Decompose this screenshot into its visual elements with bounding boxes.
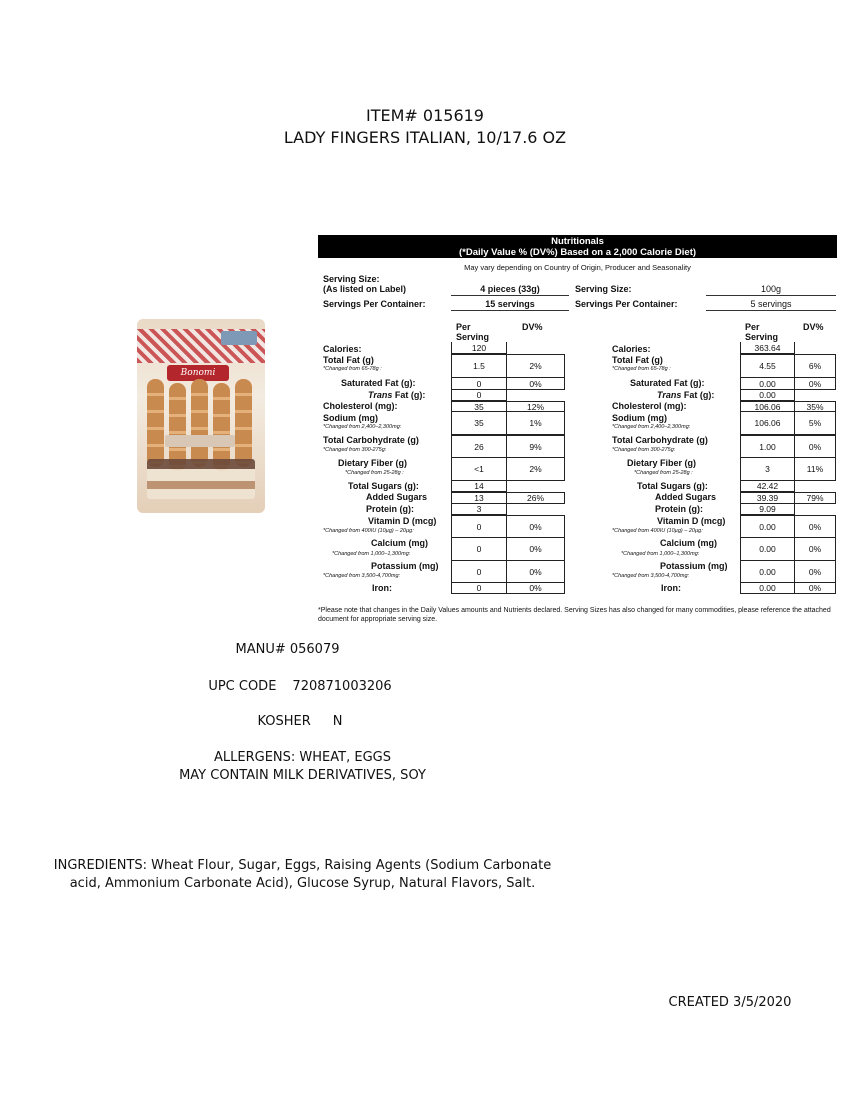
upc-label: UPC CODE <box>208 679 277 694</box>
product-name: LADY FINGERS ITALIAN, 10/17.6 OZ <box>283 128 567 147</box>
right-iron-dv: 0% <box>795 583 836 594</box>
note-fat: *Changed from 65-78g : <box>323 366 382 372</box>
right-sodium-dv: 5% <box>795 412 836 435</box>
nutrition-panel <box>318 235 837 625</box>
left-potassium: 0 <box>451 561 507 583</box>
left-vitamin-d-dv: 0% <box>507 515 565 538</box>
lady-finger-shape <box>191 379 208 467</box>
divider <box>451 310 569 311</box>
left-added-sugars-dv: 26% <box>507 492 565 504</box>
note-sodium-right: *Changed from 2,400–2,300mg: <box>612 424 691 430</box>
right-sodium: 106.06 <box>740 412 795 435</box>
right-total-fat-dv: 6% <box>795 354 836 378</box>
label-iron: Iron: <box>372 583 392 593</box>
label-sodium-right: Sodium (mg) <box>612 413 667 423</box>
right-saturated-fat-dv: 0% <box>795 378 836 390</box>
lady-finger-shape <box>147 379 164 467</box>
note-potassium-right: *Changed from 3,500-4,700mg: <box>612 573 690 579</box>
lady-finger-shape <box>235 379 252 467</box>
left-potassium-dv: 0% <box>507 561 565 583</box>
brand-logo: Bonomi <box>167 365 229 381</box>
as-listed-label: (As listed on Label) <box>323 284 407 294</box>
note-potassium: *Changed from 3,500-4,700mg: <box>323 573 401 579</box>
label-total-fat-right: Total Fat (g) <box>612 355 663 365</box>
right-added-sugars: 39.39 <box>740 492 795 504</box>
label-dietary-fiber-right: Dietary Fiber (g) <box>627 458 697 468</box>
left-calories: 120 <box>451 342 507 354</box>
label-protein-right: Protein (g): <box>655 504 703 514</box>
label-total-sugars: Total Sugars (g): <box>348 481 419 491</box>
left-col-per: Per <box>456 322 471 332</box>
label-total-carbohydrate: Total Carbohydrate (g) <box>323 435 419 445</box>
nutrition-header <box>318 235 837 258</box>
allergens-line-2: MAY CONTAIN MILK DERIVATIVES, SOY <box>179 768 426 783</box>
label-saturated-fat-right: Saturated Fat (g): <box>630 378 705 388</box>
right-potassium: 0.00 <box>740 561 795 583</box>
serving-size-label: Serving Size: <box>323 274 380 284</box>
ingredients: INGREDIENTS: Wheat Flour, Sugar, Eggs, Raising Agents (Sodium Carbonate acid, Ammonium Carbonate Acid), Glucose Syrup, Natural Flavors, Salt. <box>53 858 552 891</box>
upc-code <box>150 678 450 696</box>
nutrition-title: Nutritionals <box>551 236 604 247</box>
divider <box>451 295 569 296</box>
right-calcium: 0.00 <box>740 538 795 561</box>
note-carb: *Changed from 300-275g: <box>323 447 387 453</box>
package-label <box>165 435 235 447</box>
created-date: CREATED 3/5/2020 <box>668 995 792 1010</box>
manufacturer-number: MANU# 056079 <box>235 642 340 657</box>
left-carbohydrate-dv: 9% <box>507 435 565 458</box>
right-total-fat: 4.55 <box>740 354 795 378</box>
right-serving-size-label: Serving Size: <box>575 284 632 294</box>
divider <box>706 310 836 311</box>
right-carbohydrate: 1.00 <box>740 435 795 458</box>
nutrition-subtitle: (*Daily Value % (DV%) Based on a 2,000 Calorie Diet) <box>458 247 697 258</box>
left-sodium: 35 <box>451 412 507 435</box>
left-protein: 3 <box>451 504 507 515</box>
right-vitamin-d: 0.00 <box>740 515 795 538</box>
left-total-sugars: 14 <box>451 481 507 492</box>
label-potassium-right: Potassium (mg) <box>660 561 728 571</box>
label-added-sugars: Added Sugars <box>366 492 428 502</box>
right-dietary-fiber-dv: 11% <box>795 458 836 481</box>
right-iron: 0.00 <box>740 583 795 594</box>
label-vitamin-d: Vitamin D (mcg) <box>368 516 437 526</box>
label-total-sugars-right: Total Sugars (g): <box>637 481 708 491</box>
right-potassium-dv: 0% <box>795 561 836 583</box>
label-added-sugars-right: Added Sugars <box>655 492 717 502</box>
right-calcium-dv: 0% <box>795 538 836 561</box>
lady-finger-shape <box>213 383 230 471</box>
note-calcium-right: *Changed from 1,000–1,300mg: <box>621 551 700 557</box>
label-calories-right: Calories: <box>612 344 651 354</box>
lady-finger-shape <box>169 383 186 471</box>
note-sodium: *Changed from 2,400–2,300mg: <box>323 424 402 430</box>
note-vitamin-d: *Changed from 400IU (10µg) – 20µg: <box>323 528 414 534</box>
servings-per-container-label: Servings Per Container: <box>323 299 426 309</box>
label-cholesterol-right: Cholesterol (mg): <box>612 401 687 411</box>
left-cholesterol-dv: 12% <box>507 401 565 412</box>
right-added-sugars-dv: 79% <box>795 492 836 504</box>
left-calcium-dv: 0% <box>507 538 565 561</box>
right-protein: 9.09 <box>740 504 795 515</box>
left-servings-value: 15 servings <box>485 299 535 309</box>
label-iron-right: Iron: <box>661 583 681 593</box>
right-dietary-fiber: 3 <box>740 458 795 481</box>
right-cholesterol: 106.06 <box>740 401 795 412</box>
note-calcium: *Changed from 1,000–1,300mg: <box>332 551 411 557</box>
kosher-value: N <box>332 714 343 729</box>
label-trans-fat-right: Trans Fat (g): <box>657 390 715 400</box>
label-protein: Protein (g): <box>366 504 414 514</box>
left-total-fat: 1.5 <box>451 354 507 378</box>
label-saturated-fat: Saturated Fat (g): <box>341 378 416 388</box>
label-sodium: Sodium (mg) <box>323 413 378 423</box>
right-calories: 363.64 <box>740 342 795 354</box>
right-col-per: Per <box>745 322 760 332</box>
right-col-serving: Serving <box>745 332 779 342</box>
left-col-dv: DV% <box>522 322 543 332</box>
left-trans-fat: 0 <box>451 390 507 401</box>
right-col-dv: DV% <box>803 322 824 332</box>
product-image <box>129 313 285 517</box>
right-carbohydrate-dv: 0% <box>795 435 836 458</box>
kosher-status <box>200 713 400 731</box>
left-col-serving: Serving <box>456 332 490 342</box>
label-vitamin-d-right: Vitamin D (mcg) <box>657 516 726 526</box>
left-carbohydrate: 26 <box>451 435 507 458</box>
right-serving-size-value: 100g <box>760 284 782 294</box>
label-total-carbohydrate-right: Total Carbohydrate (g) <box>612 435 708 445</box>
left-total-fat-dv: 2% <box>507 354 565 378</box>
left-sodium-dv: 1% <box>507 412 565 435</box>
right-total-sugars: 42.42 <box>740 481 795 492</box>
left-dietary-fiber: <1 <box>451 458 507 481</box>
left-vitamin-d: 0 <box>451 515 507 538</box>
right-cholesterol-dv: 35% <box>795 401 836 412</box>
upc-value: 720871003206 <box>292 679 392 694</box>
label-calcium: Calcium (mg) <box>371 538 429 548</box>
note-fat-right: *Changed from 65-78g : <box>612 366 671 372</box>
left-iron-dv: 0% <box>507 583 565 594</box>
nutrition-disclaimer: May vary depending on Country of Origin, Producer and Seasonality <box>464 263 691 272</box>
right-servings-label: Servings Per Container: <box>575 299 678 309</box>
left-iron: 0 <box>451 583 507 594</box>
left-added-sugars: 13 <box>451 492 507 504</box>
note-vitamin-d-right: *Changed from 400IU (10µg) – 20µg: <box>612 528 703 534</box>
left-calcium: 0 <box>451 538 507 561</box>
item-number: ITEM# 015619 <box>366 106 484 125</box>
note-fiber: *Changed from 25-28g : <box>345 470 404 476</box>
right-vitamin-d-dv: 0% <box>795 515 836 538</box>
label-calories: Calories: <box>323 344 362 354</box>
tiramisu-illustration <box>147 459 255 499</box>
label-calcium-right: Calcium (mg) <box>660 538 718 548</box>
allergens-line-1: ALLERGENS: WHEAT, EGGS <box>214 750 391 765</box>
left-saturated-fat-dv: 0% <box>507 378 565 390</box>
left-dietary-fiber-dv: 2% <box>507 458 565 481</box>
label-dietary-fiber: Dietary Fiber (g) <box>338 458 408 468</box>
label-cholesterol: Cholesterol (mg): <box>323 401 398 411</box>
left-serving-size-value: 4 pieces (33g) <box>480 284 540 294</box>
package-illustration <box>137 319 265 513</box>
left-saturated-fat: 0 <box>451 378 507 390</box>
label-potassium: Potassium (mg) <box>371 561 439 571</box>
package-tag <box>221 331 257 345</box>
note-carb-right: *Changed from 300-275g: <box>612 447 676 453</box>
right-trans-fat: 0.00 <box>740 390 795 401</box>
label-total-fat: Total Fat (g) <box>323 355 374 365</box>
note-fiber-right: *Changed from 25-28g : <box>634 470 693 476</box>
kosher-label: KOSHER <box>257 714 311 729</box>
right-saturated-fat: 0.00 <box>740 378 795 390</box>
right-servings-value: 5 servings <box>750 299 792 309</box>
label-trans-fat: Trans Fat (g): <box>368 390 426 400</box>
left-cholesterol: 35 <box>451 401 507 412</box>
divider <box>706 295 836 296</box>
nutrition-footnote: *Please note that changes in the Daily Values amounts and Nutrients declared. Serving Sizes has also changed for many commodities, please reference the attached document for appropriate serving size. <box>318 607 831 623</box>
